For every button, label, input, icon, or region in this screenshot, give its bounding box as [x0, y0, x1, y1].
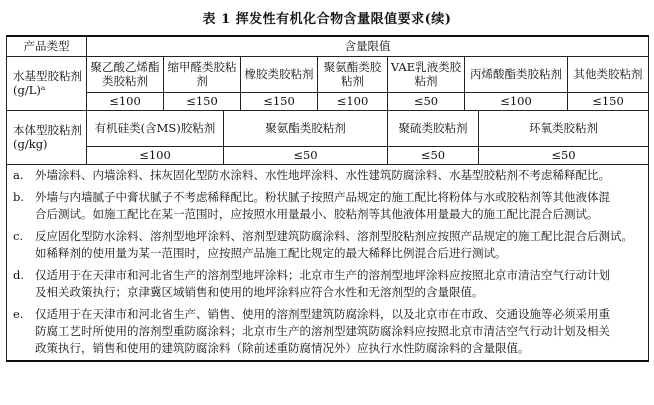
table-title: 表 1 挥发性有机化合物含量限值要求(续) — [202, 12, 452, 27]
header-row — [7, 36, 649, 56]
bulk-col-name: 有机硅类(含MS)胶粘剂 — [87, 110, 224, 146]
note-d: d. 仅适用于在天津市和河北省生产的溶剂型地坪涂料；北京市生产的溶剂型地坪涂料应按照北京市清洁空气行动计划 及相关政策执行；京津冀区域销售和使用的地坪涂料应符合水性和无溶剂型的含量限值。 — [7, 265, 649, 304]
water-value: ≤100 — [318, 92, 388, 110]
water-based-names-row — [7, 56, 649, 92]
bulk-label: 本体型胶粘剂 (g/kg) — [7, 110, 87, 164]
water-value: ≤50 — [388, 92, 465, 110]
bulk-col-name: 环氧类胶粘剂 — [479, 110, 649, 146]
water-col-name: 其他类胶粘剂 — [568, 56, 649, 92]
water-value: ≤100 — [87, 92, 164, 110]
water-based-values-row — [7, 92, 649, 110]
bulk-names-row — [7, 110, 649, 146]
water-value: ≤150 — [568, 92, 649, 110]
bulk-value: ≤50 — [479, 146, 649, 164]
bulk-value: ≤50 — [224, 146, 388, 164]
note-b: b. 外墙与内墙腻子中膏状腻子不考虑稀释配比。粉状腻子按照产品规定的施工配比将粉体与水或胶粘剂等其他液体混 合后测试。如施工配比在某一范围时，应按照水用量最小、胶粘剂等其他液体用量最大的施工配比混合后测试。 — [7, 187, 649, 226]
water-col-name: VAE乳液类胶粘剂 — [388, 56, 465, 92]
bulk-values-row — [7, 146, 649, 164]
water-value: ≤100 — [465, 92, 568, 110]
water-col-name: 橡胶类胶粘剂 — [241, 56, 318, 92]
water-col-name: 聚氨酯类胶粘剂 — [318, 56, 388, 92]
note-c: c. 反应固化型防水涂料、溶剂型地坪涂料、溶剂型建筑防腐涂料、溶剂型胶粘剂应按照产品规定的施工配比混合后测试。 如稀释剂的使用量为某一范围时，应按照产品施工配比规定的最大稀释比例混合后进行测试。 — [7, 226, 649, 265]
water-based-label: 水基型胶粘剂 (g/L)ᵃ — [7, 56, 87, 110]
water-value: ≤150 — [164, 92, 241, 110]
water-col-name: 丙烯酸酯类胶粘剂 — [465, 56, 568, 92]
bulk-col-name: 聚氨酯类胶粘剂 — [224, 110, 388, 146]
bulk-col-name: 聚硫类胶粘剂 — [388, 110, 479, 146]
note-a: a. 外墙涂料、内墙涂料、抹灰固化型防水涂料、水性地坪涂料、水性建筑防腐涂料、水基型胶粘剂不考虑稀释配比。 — [7, 164, 649, 187]
voc-limits-table — [6, 35, 649, 362]
water-col-name: 聚乙酸乙烯酯类胶粘剂 — [87, 56, 164, 92]
water-value: ≤150 — [241, 92, 318, 110]
note-e: e. 仅适用于在天津市和河北省生产、销售、使用的溶剂型建筑防腐涂料，以及北京市在市政、交通设施等必须采用重 防腐工艺时所使用的溶剂型重防腐涂料；北京市生产的溶剂型建筑防腐涂料应按照北京市清洁空气行动计划及相关 政策执行，销售和使用的建筑防腐涂料（除前述重防腐情况外）应执行水性防腐涂料的含量限值。 — [7, 304, 649, 361]
bulk-value: ≤50 — [388, 146, 479, 164]
water-col-name: 缩甲醛类胶粘剂 — [164, 56, 241, 92]
bulk-value: ≤100 — [87, 146, 224, 164]
content-limit-header: 含量限值 — [87, 36, 649, 56]
product-type-header: 产品类型 — [7, 36, 87, 56]
